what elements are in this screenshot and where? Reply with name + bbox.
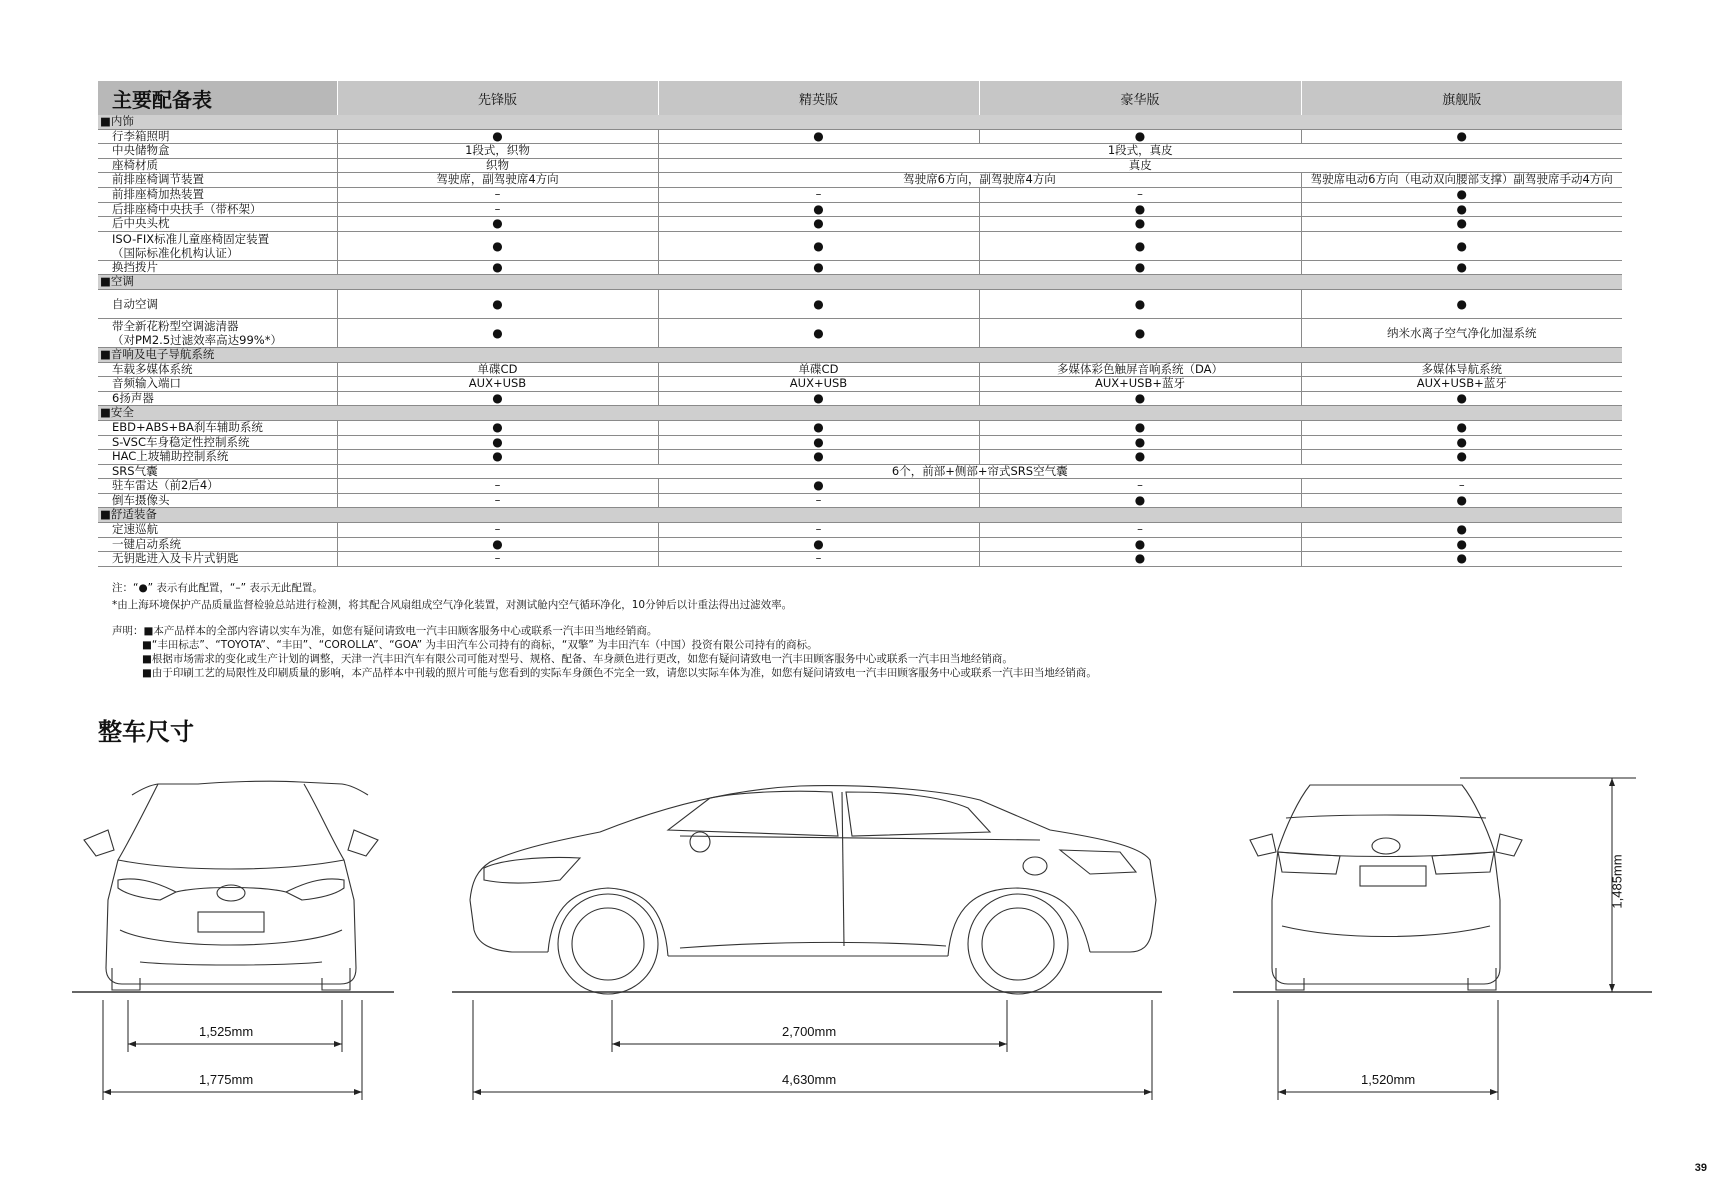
cell-value: ● <box>979 537 1301 552</box>
cell-value: – <box>337 479 658 494</box>
row-label: 一键启动系统 <box>98 537 337 552</box>
cell-value: – <box>658 552 979 567</box>
legend-note: 注：“●” 表示有此配置，“–” 表示无此配置。 <box>112 582 323 594</box>
cell-value: ● <box>979 289 1301 318</box>
cell-value: AUX+USB <box>337 377 658 392</box>
cell-value: ● <box>979 260 1301 275</box>
cell-value: – <box>337 202 658 217</box>
cell-value: ● <box>1301 435 1622 450</box>
overall-width-dimension: 1,775mm <box>199 1072 254 1087</box>
cell-value: 单碟CD <box>337 362 658 377</box>
cell-value: ● <box>979 420 1301 435</box>
cell-value: ● <box>979 435 1301 450</box>
row-label: 自动空调 <box>98 289 337 318</box>
cell-value: – <box>658 523 979 538</box>
cell-value: ● <box>1301 217 1622 232</box>
cell-value: ● <box>1301 129 1622 144</box>
cell-value: AUX+USB <box>658 377 979 392</box>
column-header: 先锋版 <box>337 81 658 115</box>
cell-value: ● <box>658 420 979 435</box>
cell-value: ● <box>658 537 979 552</box>
front-tread-dimension: 1,525mm <box>199 1024 254 1039</box>
cell-value: – <box>979 479 1301 494</box>
cell-value: ● <box>1301 420 1622 435</box>
cell-value: ● <box>337 231 658 260</box>
cell-value: ● <box>337 318 658 347</box>
cell-value: ● <box>979 552 1301 567</box>
cell-value: ● <box>979 318 1301 347</box>
front-view-car <box>84 781 378 990</box>
cell-value: – <box>1301 479 1622 494</box>
cell-value: 驾驶席，副驾驶席4方向 <box>337 173 658 188</box>
section-title: ■内饰 <box>98 115 1622 129</box>
cell-value: 织物 <box>337 158 658 173</box>
cell-value: – <box>979 523 1301 538</box>
cell-value: ● <box>979 217 1301 232</box>
cell-value: 6个，前部+侧部+帘式SRS空气囊 <box>337 464 1622 479</box>
cell-value: ● <box>1301 537 1622 552</box>
row-label: 前排座椅加热装置 <box>98 187 337 202</box>
statement-line: ■“丰田标志”、“TOYOTA”、“丰田”、“COROLLA”、“GOA” 为丰田汽车公司持有的商标，“双擎” 为丰田汽车（中国）投资有限公司持有的商标。 <box>142 639 818 651</box>
column-header: 旗舰版 <box>1301 81 1622 115</box>
row-label: 车载多媒体系统 <box>98 362 337 377</box>
cell-value: – <box>337 552 658 567</box>
row-label: 倒车摄像头 <box>98 493 337 508</box>
cell-value: AUX+USB+蓝牙 <box>1301 377 1622 392</box>
cell-value: ● <box>337 391 658 406</box>
dimensions-title: 整车尺寸 <box>98 718 194 746</box>
cell-value: ● <box>979 450 1301 465</box>
row-label: S-VSC车身稳定性控制系统 <box>98 435 337 450</box>
row-label: 后中央头枕 <box>98 217 337 232</box>
row-label-line: ISO-FIX标准儿童座椅固定装置 <box>112 231 270 246</box>
page-number: 39 <box>1694 1162 1707 1174</box>
row-label: 音频输入端口 <box>98 377 337 392</box>
cell-value: ● <box>1301 493 1622 508</box>
cell-value: 驾驶席6方向，副驾驶席4方向 <box>658 173 1301 188</box>
section-title: ■空调 <box>98 275 1622 290</box>
cell-value: ● <box>979 129 1301 144</box>
cell-value: ● <box>658 129 979 144</box>
cell-value: ● <box>337 217 658 232</box>
cell-value: ● <box>1301 450 1622 465</box>
cell-value: ● <box>1301 260 1622 275</box>
wheelbase-dimension: 2,700mm <box>782 1024 837 1039</box>
cell-value: ● <box>658 435 979 450</box>
row-label: 换挡拨片 <box>98 260 337 275</box>
cell-value: 纳米水离子空气净化加湿系统 <box>1301 318 1622 347</box>
cell-value: ● <box>1301 552 1622 567</box>
cell-value: 驾驶席电动6方向（电动双向腰部支撑）副驾驶席手动4方向 <box>1301 173 1622 188</box>
cell-value: ● <box>979 202 1301 217</box>
table-title: 主要配备表 <box>98 81 337 115</box>
column-header: 豪华版 <box>979 81 1301 115</box>
cell-value: ● <box>337 537 658 552</box>
row-label-line: （对PM2.5过滤效率高达99%*） <box>112 332 282 347</box>
cell-value: ● <box>658 450 979 465</box>
cell-value: ● <box>658 217 979 232</box>
column-header: 精英版 <box>658 81 979 115</box>
cell-value: ● <box>658 260 979 275</box>
cell-value: 真皮 <box>658 158 1622 173</box>
statement-line: ■本产品样本的全部内容请以实车为准，如您有疑问请致电一汽丰田顾客服务中心或联系一汽丰田当地经销商。 <box>143 625 658 637</box>
cell-value: ● <box>979 493 1301 508</box>
row-label: 中央储物盒 <box>98 144 337 159</box>
cell-value: – <box>337 187 658 202</box>
row-label: SRS气囊 <box>98 464 337 479</box>
cell-value: – <box>979 187 1301 202</box>
cell-value: ● <box>658 289 979 318</box>
cell-value: AUX+USB+蓝牙 <box>979 377 1301 392</box>
row-label: 后排座椅中央扶手（带杯架） <box>98 202 337 217</box>
row-label: 无钥匙进入及卡片式钥匙 <box>98 552 337 567</box>
cell-value: ● <box>337 129 658 144</box>
statement-line: ■根据市场需求的变化或生产计划的调整，天津一汽丰田汽车有限公司可能对型号、规格、配备、车身颜色进行更改，如您有疑问请致电一汽丰田顾客服务中心或联系一汽丰田当地经销商。 <box>142 653 1013 665</box>
footnote: *由上海环境保护产品质量监督检验总站进行检测，将其配合风扇组成空气净化装置，对测试舱内空气循环净化，10分钟后以计重法得出过滤效率。 <box>112 599 793 611</box>
row-label: 行李箱照明 <box>98 129 337 144</box>
section-title: ■音响及电子导航系统 <box>98 347 1622 362</box>
row-label: 前排座椅调节装置 <box>98 173 337 188</box>
cell-value: ● <box>1301 289 1622 318</box>
cell-value: 1段式，织物 <box>337 144 658 159</box>
cell-value: – <box>337 493 658 508</box>
cell-value: ● <box>658 318 979 347</box>
row-label: 驻车雷达（前2后4） <box>98 479 337 494</box>
row-label: HAC上坡辅助控制系统 <box>98 450 337 465</box>
rear-tread-dimension: 1,520mm <box>1361 1072 1416 1087</box>
cell-value: ● <box>658 231 979 260</box>
row-label: EBD+ABS+BA刹车辅助系统 <box>98 420 337 435</box>
cell-value: ● <box>337 435 658 450</box>
cell-value: ● <box>337 260 658 275</box>
cell-value: ● <box>979 391 1301 406</box>
cell-value: ● <box>337 420 658 435</box>
cell-value: ● <box>1301 391 1622 406</box>
cell-value: – <box>658 493 979 508</box>
statement-line: ■由于印刷工艺的局限性及印刷质量的影响，本产品样本中刊载的照片可能与您看到的实际车身颜色不完全一致，请您以实际车体为准，如您有疑问请致电一汽丰田顾客服务中心或联系一汽丰田当地经销商。 <box>142 667 1097 679</box>
cell-value: 单碟CD <box>658 362 979 377</box>
statement-prefix: 声明： <box>112 625 144 637</box>
section-title: ■安全 <box>98 406 1622 421</box>
cell-value: ● <box>337 450 658 465</box>
cell-value: ● <box>658 479 979 494</box>
overall-length-dimension: 4,630mm <box>782 1072 837 1087</box>
rear-view-car <box>1250 785 1522 990</box>
row-label: 座椅材质 <box>98 158 337 173</box>
side-view-car <box>470 786 1156 994</box>
overall-height-dimension: 1,485mm <box>1609 854 1625 909</box>
cell-value: 多媒体导航系统 <box>1301 362 1622 377</box>
cell-value: ● <box>1301 202 1622 217</box>
cell-value: 多媒体彩色触屏音响系统（DA） <box>979 362 1301 377</box>
cell-value: ● <box>1301 187 1622 202</box>
cell-value: ● <box>658 202 979 217</box>
cell-value: 1段式，真皮 <box>658 144 1622 159</box>
cell-value: ● <box>1301 231 1622 260</box>
row-label-line: 带全新花粉型空调滤清器 <box>112 318 239 333</box>
cell-value: ● <box>1301 523 1622 538</box>
row-label: 6扬声器 <box>98 391 337 406</box>
cell-value: – <box>658 187 979 202</box>
row-label: 定速巡航 <box>98 523 337 538</box>
cell-value: ● <box>658 391 979 406</box>
cell-value: ● <box>337 289 658 318</box>
cell-value: ● <box>979 231 1301 260</box>
cell-value: – <box>337 523 658 538</box>
row-label-line: （国际标准化机构认证） <box>112 245 239 260</box>
section-title: ■舒适装备 <box>98 508 1622 523</box>
